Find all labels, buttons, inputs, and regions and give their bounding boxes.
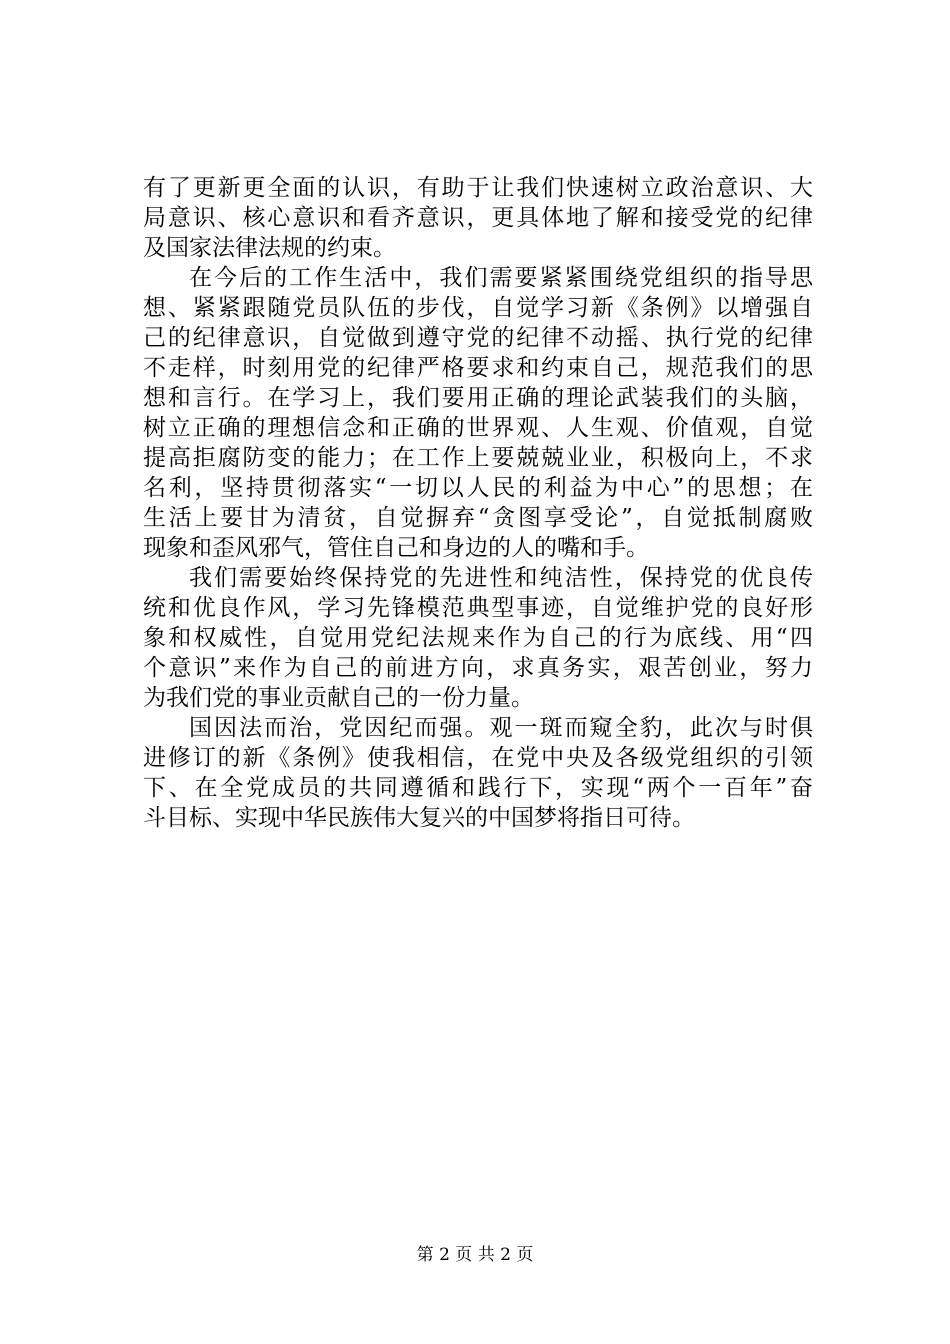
text-line: 统和优良作风，学习先锋模范典型事迹，自觉维护党的良好形 bbox=[143, 595, 813, 621]
text-line: 斗目标、实现中华民族伟大复兴的中国梦将指日可待。 bbox=[143, 805, 695, 831]
text-line: 现象和歪风邪气，管住自己和身边的人的嘴和手。 bbox=[143, 535, 649, 561]
text-line: 进修订的新《条例》使我相信，在党中央及各级党组织的引领 bbox=[143, 745, 813, 771]
text-line: 不走样，时刻用党的纪律严格要求和约束自己，规范我们的思 bbox=[143, 355, 813, 381]
text-line: 及国家法律法规的约束。 bbox=[143, 235, 396, 261]
body-text bbox=[143, 173, 813, 833]
text-line: 名利，坚持贯彻落实“一切以人民的利益为中心”的思想；在 bbox=[143, 475, 813, 501]
text-line: 生活上要甘为清贫，自觉摒弃“贪图享受论”，自觉抵制腐败 bbox=[143, 505, 813, 531]
text-line: 局意识、核心意识和看齐意识，更具体地了解和接受党的纪律 bbox=[143, 205, 813, 231]
page-footer: 第 2 页 共 2 页 bbox=[416, 1245, 534, 1265]
text-line: 想和言行。在学习上，我们要用正确的理论武装我们的头脑， bbox=[143, 385, 813, 411]
text-line: 想、紧紧跟随党员队伍的步伐，自觉学习新《条例》以增强自 bbox=[143, 295, 813, 321]
text-line: 树立正确的理想信念和正确的世界观、人生观、价值观，自觉 bbox=[143, 415, 813, 441]
text-line: 象和权威性，自觉用党纪法规来作为自己的行为底线、用“四 bbox=[143, 625, 813, 651]
text-line: 下、在全党成员的共同遵循和践行下，实现“两个一百年”奋 bbox=[143, 775, 813, 801]
text-line: 个意识”来作为自己的前进方向，求真务实，艰苦创业，努力 bbox=[143, 655, 813, 681]
text-line: 有了更新更全面的认识，有助于让我们快速树立政治意识、大 bbox=[143, 175, 813, 201]
text-line: 己的纪律意识，自觉做到遵守党的纪律不动摇、执行党的纪律 bbox=[143, 325, 813, 351]
paragraph-start-line: 我们需要始终保持党的先进性和纯洁性，保持党的优良传 bbox=[189, 565, 813, 591]
paragraph-start-line: 国因法而治，党因纪而强。观一斑而窥全豹，此次与时俱 bbox=[189, 715, 813, 741]
paragraph-start-line: 在今后的工作生活中，我们需要紧紧围绕党组织的指导思 bbox=[189, 265, 813, 291]
text-line: 提高拒腐防变的能力；在工作上要兢兢业业，积极向上，不求 bbox=[143, 445, 813, 471]
text-line: 为我们党的事业贡献自己的一份力量。 bbox=[143, 685, 534, 711]
